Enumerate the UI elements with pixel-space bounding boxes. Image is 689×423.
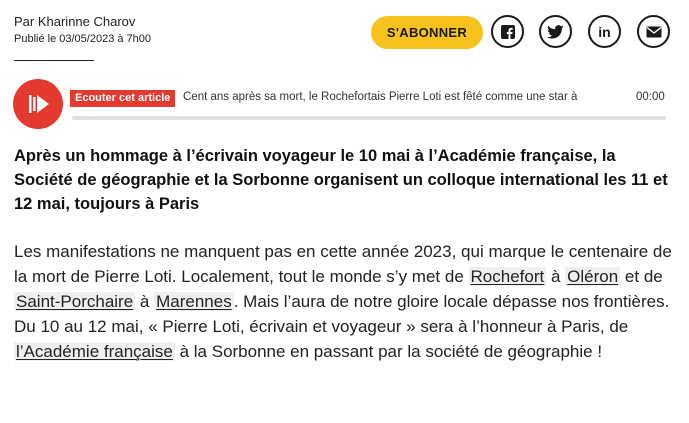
twitter-icon xyxy=(547,25,564,39)
share-mail-button[interactable] xyxy=(637,15,670,48)
share-facebook-button[interactable] xyxy=(491,15,524,48)
facebook-icon xyxy=(500,24,516,40)
article-paragraph xyxy=(14,239,678,364)
subscribe-button[interactable]: S'ABONNER xyxy=(371,16,483,49)
link-rochefort[interactable]: Rochefort xyxy=(470,267,545,286)
audio-progress-bar[interactable] xyxy=(72,116,666,120)
link-academie-francaise[interactable]: l’Académie française xyxy=(16,342,173,361)
linkedin-icon: in xyxy=(598,23,611,40)
mail-icon xyxy=(646,26,662,38)
link-saint-porchaire[interactable]: Saint-Porchaire xyxy=(16,292,134,311)
link-oleron[interactable]: Oléron xyxy=(567,267,619,286)
listen-badge: Ecouter cet article xyxy=(70,90,175,107)
paragraph-text: à xyxy=(550,267,561,286)
audio-play-button[interactable] xyxy=(13,79,63,129)
paragraph-text: . Mais l’aura de notre gloire locale dépasse nos frontières. Du 10 au 12 mai, « Pierre Loti, écrivain et voyageur » sera à l’honneur à Paris, de xyxy=(14,292,670,336)
share-twitter-button[interactable] xyxy=(539,15,572,48)
paragraph-text: à xyxy=(139,292,150,311)
author-name: Par Kharinne Charov xyxy=(14,14,136,29)
byline xyxy=(14,14,151,45)
audio-time: 00:00 xyxy=(636,91,665,103)
paragraph-text: à la Sorbonne en passant par la société de géographie ! xyxy=(179,342,603,361)
article-lead: Après un hommage à l’écrivain voyageur le 10 mai à l’Académie française, la Société de géographie et la Sorbonne organisent un colloque international les 11 et 12 mai, toujours à Paris xyxy=(14,147,668,213)
paragraph-text: et de xyxy=(624,267,663,286)
share-linkedin-button[interactable] xyxy=(588,15,621,48)
link-marennes[interactable]: Marennes xyxy=(156,292,232,311)
byline-divider xyxy=(14,60,94,61)
audio-title: Cent ans après sa mort, le Rochefortais Pierre Loti est fêté comme une star à xyxy=(183,91,578,103)
publish-date: Publié le 03/05/2023 à 7h00 xyxy=(14,33,152,45)
paragraph-text: Les manifestations ne manquent pas en cette année 2023, qui marque le centenaire de la mort de Pierre Loti. Localement, tout le monde s’y met de xyxy=(14,242,672,286)
play-icon xyxy=(23,91,53,117)
